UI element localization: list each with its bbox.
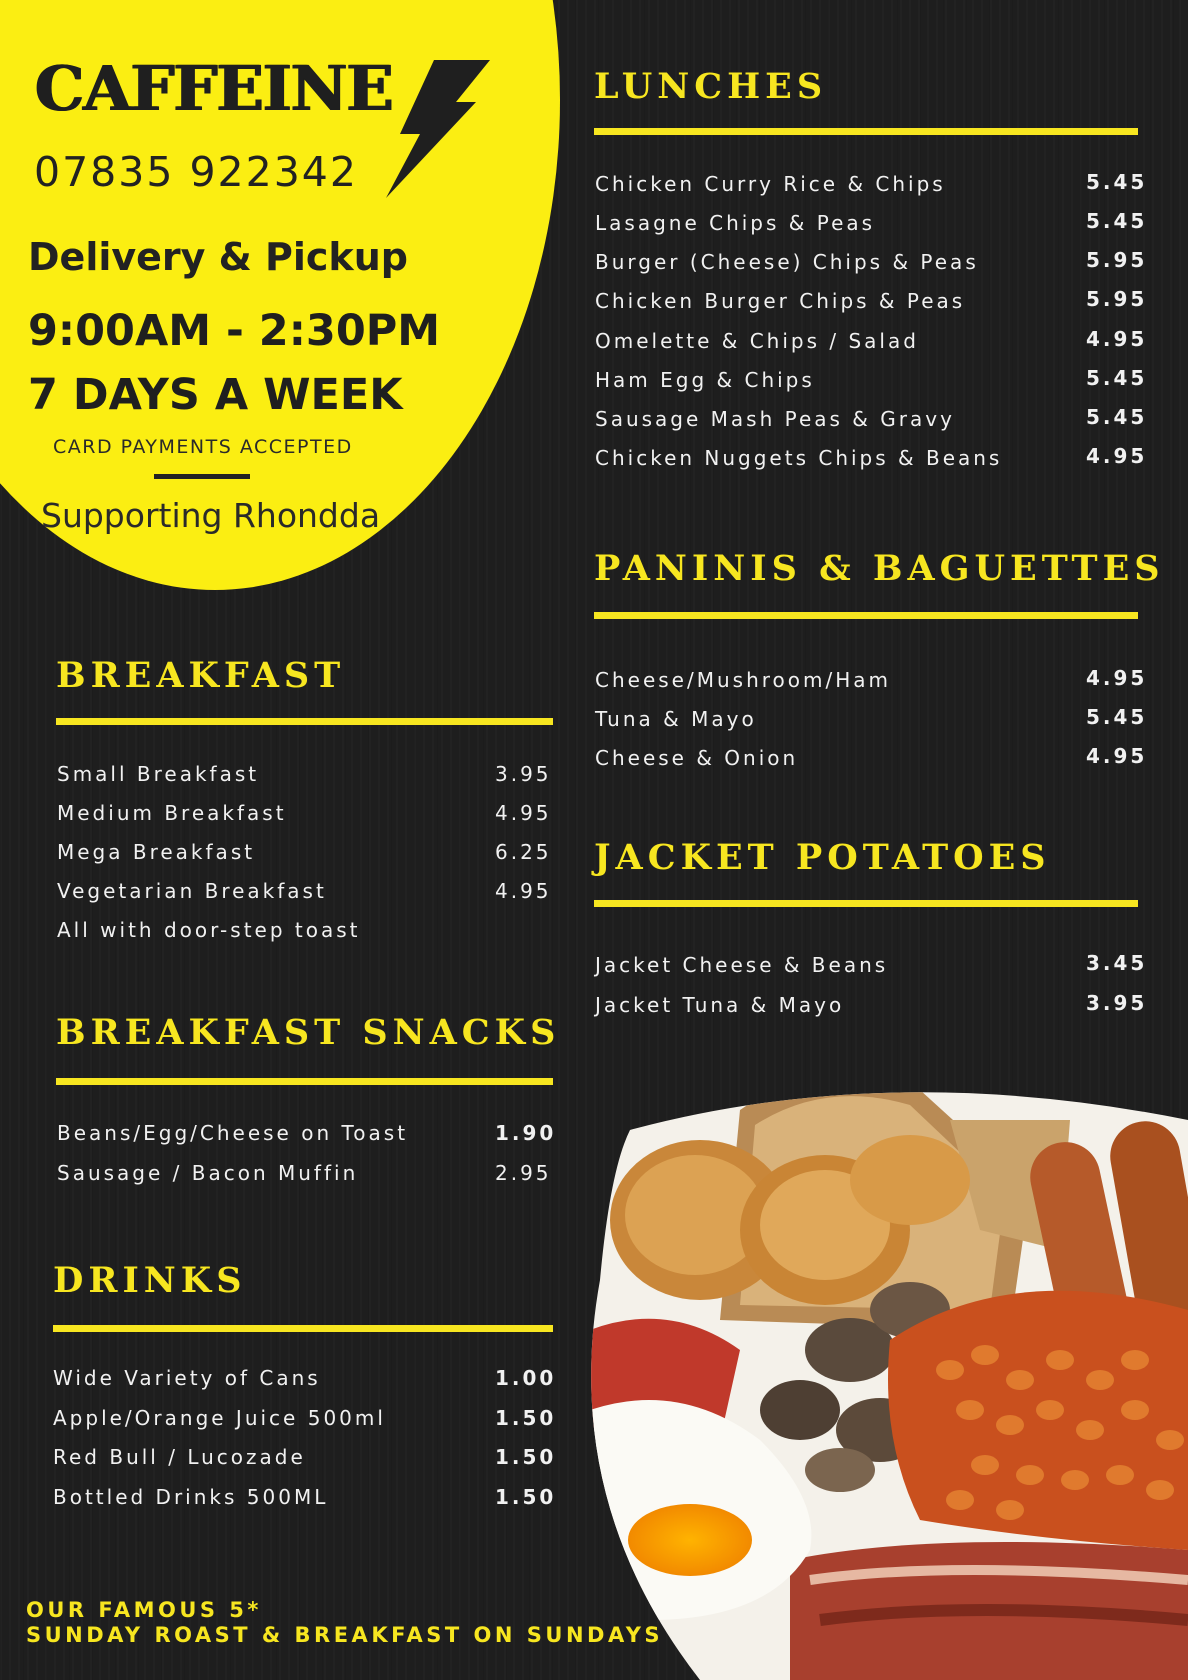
menu-item-price: 5.95 — [1086, 248, 1148, 272]
paninis-rule — [594, 612, 1138, 619]
menu-item-name: Apple/Orange Juice 500ml — [53, 1406, 386, 1430]
menu-item-name: Cheese & Onion — [595, 746, 799, 770]
menu-item-price: 4.95 — [1086, 744, 1148, 768]
menu-item-name: Burger (Cheese) Chips & Peas — [595, 250, 979, 274]
header-divider — [154, 474, 250, 479]
menu-item-price: 1.90 — [495, 1121, 557, 1145]
jacket-potatoes-rule — [594, 900, 1138, 907]
support-note: Supporting Rhondda — [41, 496, 381, 535]
menu-item-price: 2.95 — [495, 1161, 552, 1185]
menu-item-price: 3.45 — [1086, 951, 1148, 975]
footer-line-2: SUNDAY ROAST & BREAKFAST ON SUNDAYS — [26, 1623, 664, 1647]
menu-item-name: Sausage / Bacon Muffin — [57, 1161, 359, 1185]
menu-item-name: Medium Breakfast — [57, 801, 287, 825]
menu-item-price: 4.95 — [1086, 327, 1148, 351]
service-info: Delivery & Pickup — [28, 235, 408, 279]
menu-item-price: 5.45 — [1086, 705, 1148, 729]
menu-item-name: Chicken Burger Chips & Peas — [595, 289, 966, 313]
menu-item-name: Red Bull / Lucozade — [53, 1445, 306, 1469]
breakfast-snacks-title: BREAKFAST SNACKS — [56, 1012, 561, 1053]
menu-item-price: 4.95 — [1086, 666, 1148, 690]
brand-name: CAFFEINE — [35, 52, 393, 125]
breakfast-rule — [56, 718, 553, 725]
menu-item-price: 5.95 — [1086, 287, 1148, 311]
menu-item-name: Small Breakfast — [57, 762, 260, 786]
menu-item-name: Sausage Mash Peas & Gravy — [595, 407, 955, 431]
breakfast-note: All with door-step toast — [57, 918, 361, 942]
footer-line-1: OUR FAMOUS 5* — [26, 1598, 262, 1622]
menu-item-price: 3.95 — [1086, 991, 1148, 1015]
menu-item-name: Jacket Tuna & Mayo — [595, 993, 845, 1017]
drinks-title: DRINKS — [53, 1260, 247, 1301]
menu-item-price: 4.95 — [1086, 444, 1148, 468]
menu-item-name: Wide Variety of Cans — [53, 1366, 321, 1390]
opening-hours: 9:00AM - 2:30PM — [28, 306, 441, 356]
menu-item-price: 1.50 — [495, 1485, 557, 1509]
opening-days: 7 DAYS A WEEK — [28, 370, 403, 420]
menu-item-price: 1.00 — [495, 1366, 557, 1390]
menu-item-price: 4.95 — [495, 801, 552, 825]
menu-item-price: 5.45 — [1086, 366, 1148, 390]
menu-item-name: Tuna & Mayo — [595, 707, 757, 731]
paninis-title: PANINIS & BAGUETTES — [594, 548, 1165, 589]
breakfast-plate-image — [590, 1080, 1188, 1680]
breakfast-snacks-rule — [56, 1078, 553, 1085]
menu-item-name: Cheese/Mushroom/Ham — [595, 668, 891, 692]
menu-item-price: 5.45 — [1086, 209, 1148, 233]
menu-item-name: Chicken Curry Rice & Chips — [595, 172, 946, 196]
phone-number[interactable]: 07835 922342 — [34, 148, 358, 196]
menu-item-name: Chicken Nuggets Chips & Beans — [595, 446, 1003, 470]
menu-item-name: Jacket Cheese & Beans — [595, 953, 889, 977]
card-payments-note: CARD PAYMENTS ACCEPTED — [53, 436, 353, 458]
menu-item-price: 5.45 — [1086, 170, 1148, 194]
drinks-rule — [53, 1325, 553, 1332]
menu-item-price: 5.45 — [1086, 405, 1148, 429]
menu-item-price: 4.95 — [495, 879, 552, 903]
menu-item-price: 6.25 — [495, 840, 552, 864]
jacket-potatoes-title: JACKET POTATOES — [594, 837, 1051, 878]
menu-item-name: Beans/Egg/Cheese on Toast — [57, 1121, 409, 1145]
lunches-title: LUNCHES — [594, 66, 828, 107]
menu-item-name: Mega Breakfast — [57, 840, 256, 864]
menu-item-name: Omelette & Chips / Salad — [595, 329, 919, 353]
menu-item-price: 3.95 — [495, 762, 552, 786]
menu-item-price: 1.50 — [495, 1445, 557, 1469]
menu-item-name: Vegetarian Breakfast — [57, 879, 327, 903]
lunches-rule — [594, 128, 1138, 135]
menu-item-price: 1.50 — [495, 1406, 557, 1430]
menu-item-name: Bottled Drinks 500ML — [53, 1485, 329, 1509]
menu-item-name: Ham Egg & Chips — [595, 368, 815, 392]
menu-item-name: Lasagne Chips & Peas — [595, 211, 876, 235]
breakfast-title: BREAKFAST — [56, 655, 346, 696]
lightning-bolt-icon — [386, 56, 492, 200]
